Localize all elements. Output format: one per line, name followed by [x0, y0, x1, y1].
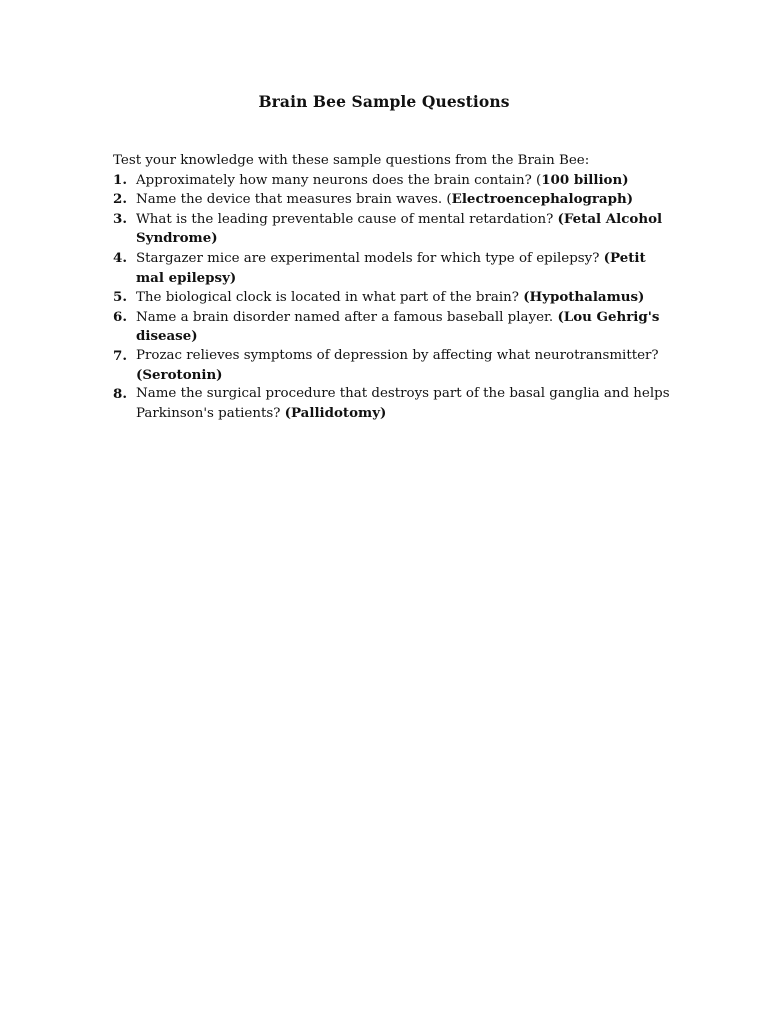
question-number: 1.	[113, 171, 127, 188]
question-number: 3.	[113, 210, 127, 227]
question-item	[113, 249, 673, 288]
question-text: Name a brain disorder named after a famous baseball player.	[136, 309, 558, 325]
question-list	[113, 171, 673, 424]
question-text: Stargazer mice are experimental models for which type of epilepsy?	[136, 250, 604, 266]
question-item	[113, 190, 673, 210]
question-answer: (Fetal Alcohol Syndrome)	[136, 210, 663, 247]
question-text: Prozac relieves symptoms of depression by affecting what neurotransmitter?	[136, 347, 659, 363]
intro-text: Test your knowledge with these sample questions from the Brain Bee:	[113, 153, 590, 168]
question-text: Name the surgical procedure that destroys part of the basal ganglia and helps Parkinson's patients?	[136, 386, 670, 421]
question-answer: (Pallidotomy)	[284, 404, 387, 421]
question-item	[113, 171, 673, 191]
question-item	[113, 288, 673, 308]
question-answer: Electroencephalograph)	[451, 191, 634, 208]
question-item	[113, 210, 673, 249]
question-number: 7.	[113, 347, 127, 364]
question-text: Approximately how many neurons does the brain contain? (	[136, 172, 542, 188]
question-number: 5.	[113, 289, 127, 306]
question-number: 4.	[113, 249, 127, 266]
question-text: Name the device that measures brain waves. (	[136, 192, 452, 208]
question-number: 8.	[113, 386, 127, 403]
question-answer: (Serotonin)	[136, 366, 223, 383]
question-text: The biological clock is located in what part of the brain?	[136, 290, 524, 306]
question-answer: (Hypothalamus)	[523, 289, 645, 306]
question-answer: (Lou Gehrig's disease)	[136, 308, 660, 345]
question-text: What is the leading preventable cause of mental retardation?	[136, 211, 558, 227]
document-body	[113, 152, 673, 423]
question-item	[113, 308, 673, 347]
question-number: 2.	[113, 191, 127, 208]
question-item	[113, 385, 673, 423]
question-item	[113, 347, 673, 385]
page-title: Brain Bee Sample Questions	[258, 92, 510, 111]
question-answer: (Petit mal epilepsy)	[136, 249, 646, 286]
question-number: 6.	[113, 308, 127, 325]
question-answer: 100 billion)	[541, 171, 629, 188]
